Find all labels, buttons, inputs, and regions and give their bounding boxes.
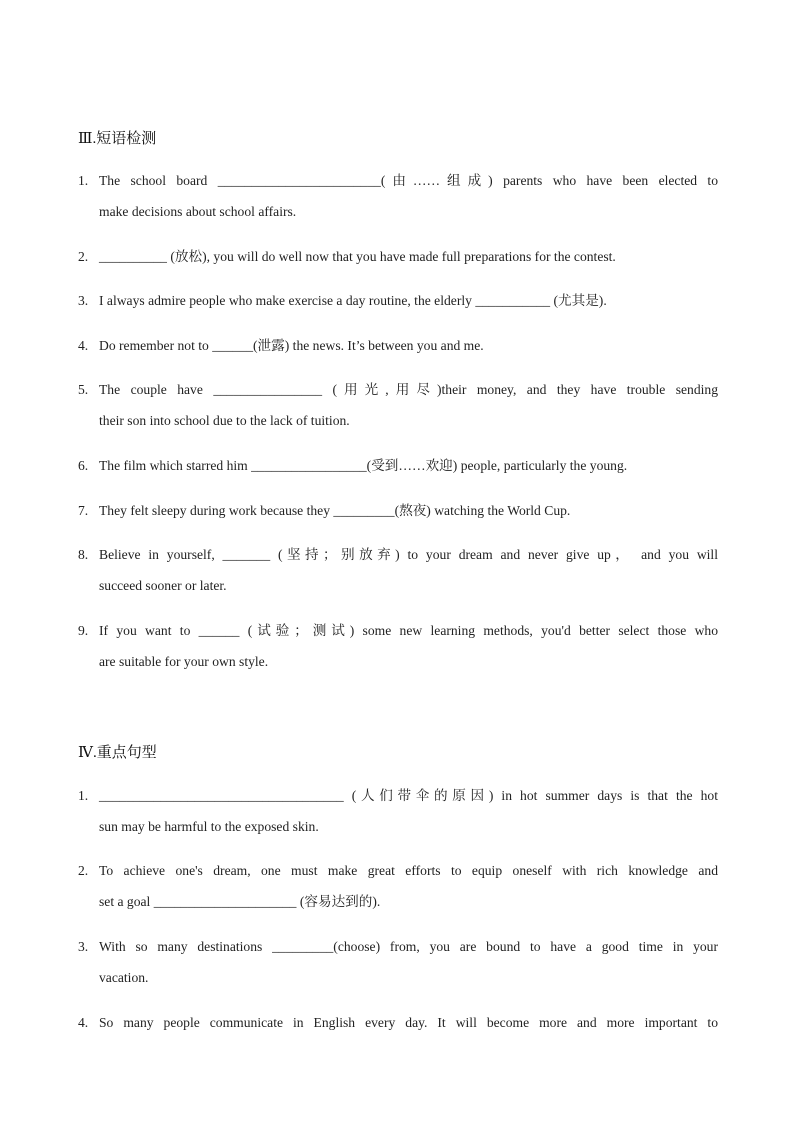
list-item [78, 855, 718, 917]
list-item [78, 374, 718, 436]
item-number: 8. [78, 547, 89, 562]
item-text-line: I always admire people who make exercise a day routine, the elderly ___________ (尤其是). [99, 293, 607, 308]
list-item [78, 165, 718, 227]
section-title-key-sentences: Ⅳ.重点句型 [78, 745, 157, 761]
list-item [78, 539, 718, 601]
item-number: 4. [78, 1015, 89, 1030]
list-item [78, 450, 718, 481]
section-title-phrases: Ⅲ.短语检测 [78, 131, 157, 147]
list-item [78, 285, 718, 316]
item-number: 1. [78, 173, 89, 188]
item-text-line: ____________________________________ (人们带伞的原因) in hot summer days is that the hot [99, 788, 718, 803]
item-number: 5. [78, 382, 89, 397]
item-text-line: vacation. [99, 970, 149, 985]
list-item [78, 495, 718, 526]
item-text-line: So many people communicate in English every day. It will become more and more important to [99, 1015, 718, 1030]
item-text-line: __________ (放松), you will do well now that you have made full preparations for the contest. [99, 249, 616, 264]
item-number: 1. [78, 788, 89, 803]
item-text-line: The couple have ________________ (用光,用尽)their money, and they have trouble sending [99, 382, 718, 397]
list-item [78, 780, 718, 842]
list-item [78, 931, 718, 993]
item-text-line: Do remember not to ______(泄露) the news. It’s between you and me. [99, 338, 484, 353]
item-text-line: are suitable for your own style. [99, 654, 269, 669]
item-number: 3. [78, 939, 89, 954]
item-text-line: They felt sleepy during work because they _________(熬夜) watching the World Cup. [99, 503, 571, 518]
item-text-line: succeed sooner or later. [99, 578, 227, 593]
item-text-line: set a goal _____________________ (容易达到的). [99, 894, 381, 909]
item-number: 6. [78, 458, 89, 473]
item-text-line: The school board ________________________(由……组成) parents who have been elected to [99, 173, 718, 188]
item-text-line: their son into school due to the lack of tuition. [99, 413, 350, 428]
list-item [78, 330, 718, 361]
item-number: 4. [78, 338, 89, 353]
item-text-line: To achieve one's dream, one must make great efforts to equip oneself with rich knowledge and [99, 863, 718, 878]
list-item [78, 615, 718, 677]
item-number: 3. [78, 293, 89, 308]
list-item [78, 241, 718, 272]
item-number: 2. [78, 249, 89, 264]
item-number: 7. [78, 503, 89, 518]
list-item [78, 1007, 718, 1038]
item-number: 9. [78, 623, 89, 638]
item-text-line: The film which starred him _________________(受到……欢迎) people, particularly the young. [99, 458, 628, 473]
item-text-line: With so many destinations _________(choose) from, you are bound to have a good time in your [99, 939, 718, 954]
item-text-line: Believe in yourself, _______ (坚持；别放弃) to your dream and never give up， and you will [99, 547, 718, 562]
item-number: 2. [78, 863, 89, 878]
item-text-line: If you want to ______ (试验；测试) some new learning methods, you'd better select those who [99, 623, 718, 638]
item-text-line: sun may be harmful to the exposed skin. [99, 819, 319, 834]
item-text-line: make decisions about school affairs. [99, 204, 297, 219]
